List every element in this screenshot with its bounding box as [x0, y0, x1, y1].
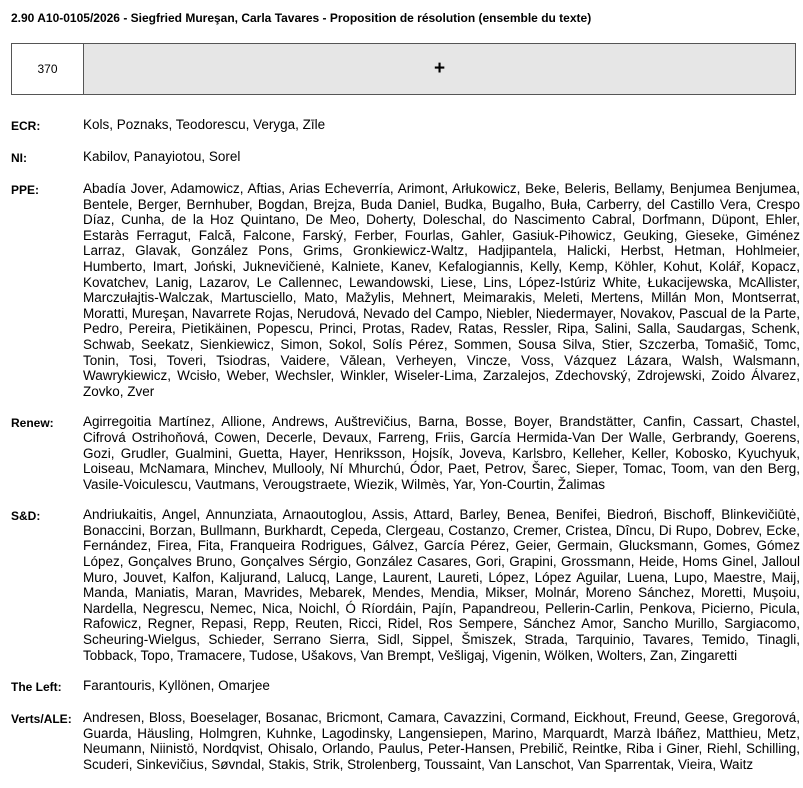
group-verts-ale	[11, 710, 801, 772]
group-ppe	[11, 181, 801, 399]
group-label: NI:	[11, 151, 27, 165]
vote-summary-box	[11, 43, 796, 95]
vote-title: 2.90 A10-0105/2026 - Siegfried Mureşan, Carla Tavares - Proposition de résolution (ensemble du texte)	[11, 11, 592, 25]
group-label: S&D:	[11, 509, 41, 524]
vote-count: 370	[12, 44, 84, 94]
group-members: Agirregoitia Martínez, Allione, Andrews, Auštrevičius, Barna, Bosse, Boyer, Brandstätter, Canfin, Cassart, Chastel, Cifrová Ostrihoňová, Cowen, Decerle, Devaux, Farreng, Friis, García Hermida-Van Der Walle, Gerbrandy, Goerens, Gozi, Grudler, Gualmini, Guetta, Hayer, Henriksson, Hojsík, Joveva, Karlsbro, Kelleher, Keller, Kobosko, Kyuchyuk, Loiseau, McNamara, Minchev, Mullooly, Ní Mhurchú, Ódor, Paet, Petrov, Šarec, Sieper, Tomac, Toom, van den Berg, Vasile-Voiculescu, Vautmans, Verougstraete, Wiezik, Wilmès, Yar, Yon-Courtin, Žalimas	[83, 414, 800, 492]
group-members: Abadía Jover, Adamowicz, Aftias, Arias Echeverría, Arimont, Arłukowicz, Beke, Beleris, Bellamy, Benjumea Benjumea, Bentele, Berger, Bernhuber, Bogdan, Brejza, Buda Daniel, Budka, Bugalho, Buła, Carberry, del Castillo Vera, Crespo Díaz, Cunha, de la Hoz Quintano, De Meo, Doherty, Doleschal, do Nascimento Cabral, Dorfmann, Düpont, Ehler, Estaràs Ferragut, Falcă, Falcone, Farský, Ferber, Fourlas, Gahler, Gasiuk-Pihowicz, Geuking, Gieseke, Giménez Larraz, Glavak, González Pons, Grims, Gronkiewicz-Waltz, Hadjipantela, Halicki, Herbst, Hetman, Hohlmeier, Humberto, Imart, Joński, Juknevičienė, Kalniete, Kanev, Kefalogiannis, Kelly, Kemp, Köhler, Kohut, Kolář, Kopacz, Kovatchev, Lanig, Lazarov, Le Callennec, Lewandowski, Liese, Lins, López-Istúriz White, Łukacijewska, McAllister, Marczułajtis-Walczak, Martusciello, Mato, Mažylis, Mehnert, Meimarakis, Meleti, Mertens, Millán Mon, Montserrat, Moratti, Mureşan, Navarrete Rojas, Nerudová, Nevado del Campo, Niebler, Niedermayer, Novakov, Pascual de la Parte, Pedro, Pereira, Pietikäinen, Popescu, Princi, Protas, Radev, Ratas, Ressler, Ripa, Salini, Salla, Saudargas, Schenk, Schwab, Seekatz, Sienkiewicz, Simon, Sokol, Solís Pérez, Sommen, Sousa Silva, Stier, Szczerba, Tomašič, Tomc, Tonin, Tosi, Toveri, Tsiodras, Vaidere, Vălean, Verheyen, Vincze, Voss, Vázquez Lázara, Walsh, Walsmann, Wawrykiewicz, Wcisło, Weber, Wechsler, Winkler, Wiseler-Lima, Zarzalejos, Zdechovský, Zdrojewski, Zoido Álvarez, Zovko, Zver	[83, 181, 800, 399]
group-sd	[11, 507, 801, 663]
group-label: Renew:	[11, 416, 54, 431]
group-ni	[11, 149, 801, 166]
group-the-left	[11, 678, 801, 695]
group-label: The Left:	[11, 680, 62, 695]
group-members: Andresen, Bloss, Boeselager, Bosanac, Bricmont, Camara, Cavazzini, Cormand, Eickhout, Freund, Geese, Gregorová, Guarda, Häusling, Holmgren, Kuhnke, Lagodinsky, Langensiepen, Marino, Marquardt, Marzà Ibáñez, Matthieu, Metz, Neumann, Niinistö, Nordqvist, Ohisalo, Orlando, Paulus, Peter-Hansen, Prebilič, Reintke, Riba i Giner, Riehl, Schilling, Scuderi, Sinkevičius, Søvndal, Stakis, Strik, Strolenberg, Toussaint, Van Lanschot, Van Sparrentak, Vieira, Waitz	[83, 710, 800, 772]
group-label: ECR:	[11, 119, 41, 133]
group-label: PPE:	[11, 183, 40, 197]
group-label: Verts/ALE:	[11, 712, 72, 727]
group-members: Farantouris, Kyllönen, Omarjee	[83, 678, 270, 694]
group-members: Andriukaitis, Angel, Annunziata, Arnaoutoglou, Assis, Attard, Barley, Benea, Benifei, Biedroń, Bischoff, Blinkevičiūtė, Bonaccini, Borzan, Bullmann, Burkhardt, Cepeda, Clergeau, Costanzo, Cremer, Cristea, Dîncu, Di Rupo, Dobrev, Ecke, Fernández, Firea, Fita, Franqueira Rodrigues, Gálvez, García Pérez, Geier, Germain, Glucksmann, Gomes, Gómez López, Gonçalves Bruno, Gonçalves Sérgio, González Casares, Gori, Grapini, Grossmann, Heide, Homs Ginel, Jalloul Muro, Jouvet, Kalfon, Kaljurand, Lalucq, Lange, Laurent, Laureti, López, López Aguilar, Luena, Lupo, Maestre, Maij, Manda, Maniatis, Maran, Mavrides, Mebarek, Mendes, Mendia, Mikser, Molnár, Moreno Sánchez, Moretti, Mușoiu, Nardella, Negrescu, Nemec, Nica, Noichl, Ó Ríordáin, Pajín, Papandreou, Pellerin-Carlin, Penkova, Picierno, Picula, Rafowicz, Regner, Repasi, Repp, Reuten, Ricci, Ridel, Ros Sempere, Sánchez Amor, Sancho Murillo, Sargiacomo, Scheuring-Wielgus, Schieder, Serrano Sierra, Sidl, Sippel, Šmiszek, Strada, Tarquinio, Tavares, Temido, Tinagli, Tobback, Topo, Tramacere, Tudose, Ušakovs, Van Brempt, Vešligaj, Vigenin, Wölken, Wolters, Zan, Zingaretti	[83, 507, 800, 663]
vote-result-plus-icon: +	[84, 44, 795, 94]
group-members: Kabilov, Panayiotou, Sorel	[83, 149, 241, 164]
group-renew	[11, 414, 801, 492]
political-groups-list	[11, 117, 801, 788]
group-members: Kols, Poznaks, Teodorescu, Veryga, Zīle	[83, 117, 326, 132]
group-ecr	[11, 117, 801, 134]
